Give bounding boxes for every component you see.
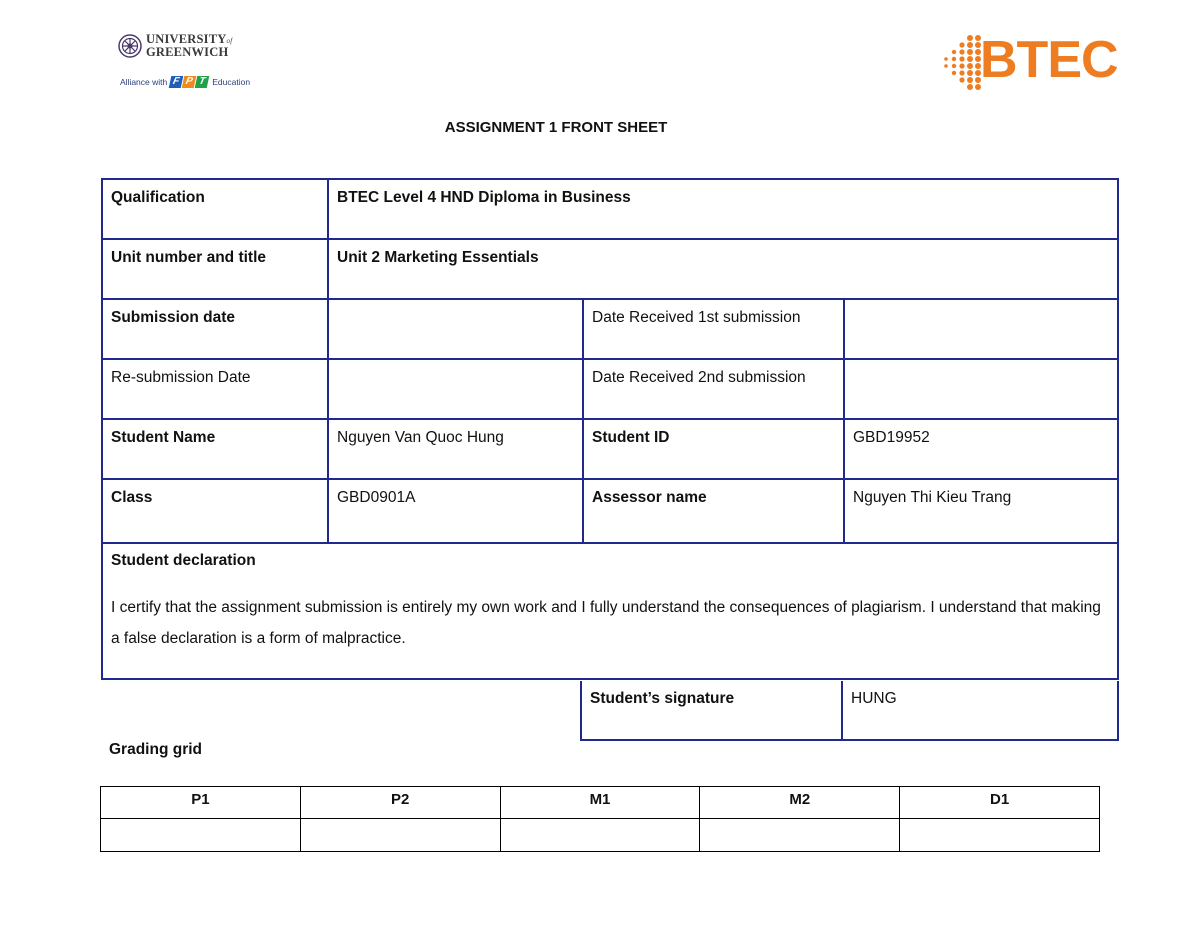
grading-grid-title: Grading grid bbox=[109, 741, 202, 758]
grade-header-m2: M2 bbox=[700, 787, 900, 819]
page-title: ASSIGNMENT 1 FRONT SHEET bbox=[444, 119, 668, 136]
signature-row bbox=[580, 681, 1119, 741]
unit-label: Unit number and title bbox=[103, 240, 329, 298]
grade-value-p1 bbox=[101, 819, 301, 852]
resubmission-date-value bbox=[329, 360, 584, 418]
date-received-1-label: Date Received 1st submission bbox=[584, 300, 845, 358]
btec-logo bbox=[936, 32, 1126, 96]
student-id-label: Student ID bbox=[584, 420, 845, 478]
fpt-logo: F P T bbox=[170, 76, 209, 88]
qualification-value: BTEC Level 4 HND Diploma in Business bbox=[337, 189, 631, 206]
resubmission-date-label: Re-submission Date bbox=[103, 360, 329, 418]
qualification-row bbox=[101, 178, 1119, 238]
grade-header-m1: M1 bbox=[500, 787, 700, 819]
crest-icon bbox=[118, 34, 142, 58]
date-received-2-label: Date Received 2nd submission bbox=[584, 360, 845, 418]
declaration-title: Student declaration bbox=[111, 552, 256, 569]
submission-row bbox=[101, 298, 1119, 358]
grading-header-row bbox=[101, 787, 1100, 819]
submission-date-value bbox=[329, 300, 584, 358]
student-name-value: Nguyen Van Quoc Hung bbox=[329, 420, 584, 478]
grade-value-m2 bbox=[700, 819, 900, 852]
unit-value: Unit 2 Marketing Essentials bbox=[337, 249, 539, 266]
grade-value-d1 bbox=[900, 819, 1100, 852]
assessor-value: Nguyen Thi Kieu Trang bbox=[853, 489, 1012, 506]
qualification-label: Qualification bbox=[103, 180, 329, 238]
btec-dots-icon bbox=[936, 32, 984, 92]
assessor-label: Assessor name bbox=[584, 480, 845, 542]
date-received-1-value bbox=[845, 300, 1117, 358]
class-value: GBD0901A bbox=[329, 480, 584, 542]
declaration-section bbox=[101, 542, 1119, 680]
btec-wordmark: BTEC bbox=[980, 31, 1118, 89]
student-id-value: GBD19952 bbox=[853, 429, 930, 446]
alliance-text: Alliance with F P T Education bbox=[120, 76, 251, 87]
front-sheet-table bbox=[101, 178, 1119, 680]
date-received-2-value bbox=[845, 360, 1117, 418]
student-row bbox=[101, 418, 1119, 478]
resubmission-row bbox=[101, 358, 1119, 418]
university-name: UNIVERSITYof GREENWICH bbox=[146, 32, 233, 59]
grade-header-p2: P2 bbox=[300, 787, 500, 819]
grade-value-p2 bbox=[300, 819, 500, 852]
grade-header-p1: P1 bbox=[101, 787, 301, 819]
class-row bbox=[101, 478, 1119, 542]
signature-value: HUNG bbox=[851, 690, 897, 707]
grading-grid bbox=[100, 786, 1100, 852]
student-name-label: Student Name bbox=[103, 420, 329, 478]
grade-header-d1: D1 bbox=[900, 787, 1100, 819]
university-logo bbox=[118, 34, 258, 94]
submission-date-label: Submission date bbox=[103, 300, 329, 358]
signature-label: Student’s signature bbox=[582, 681, 843, 739]
unit-row bbox=[101, 238, 1119, 298]
class-label: Class bbox=[103, 480, 329, 542]
declaration-text: I certify that the assignment submission is entirely my own work and I fully understand the consequences of plagiarism. I understand that making a false declaration is a form of malpractice. bbox=[111, 599, 1101, 647]
grading-value-row bbox=[101, 819, 1100, 852]
grade-value-m1 bbox=[500, 819, 700, 852]
